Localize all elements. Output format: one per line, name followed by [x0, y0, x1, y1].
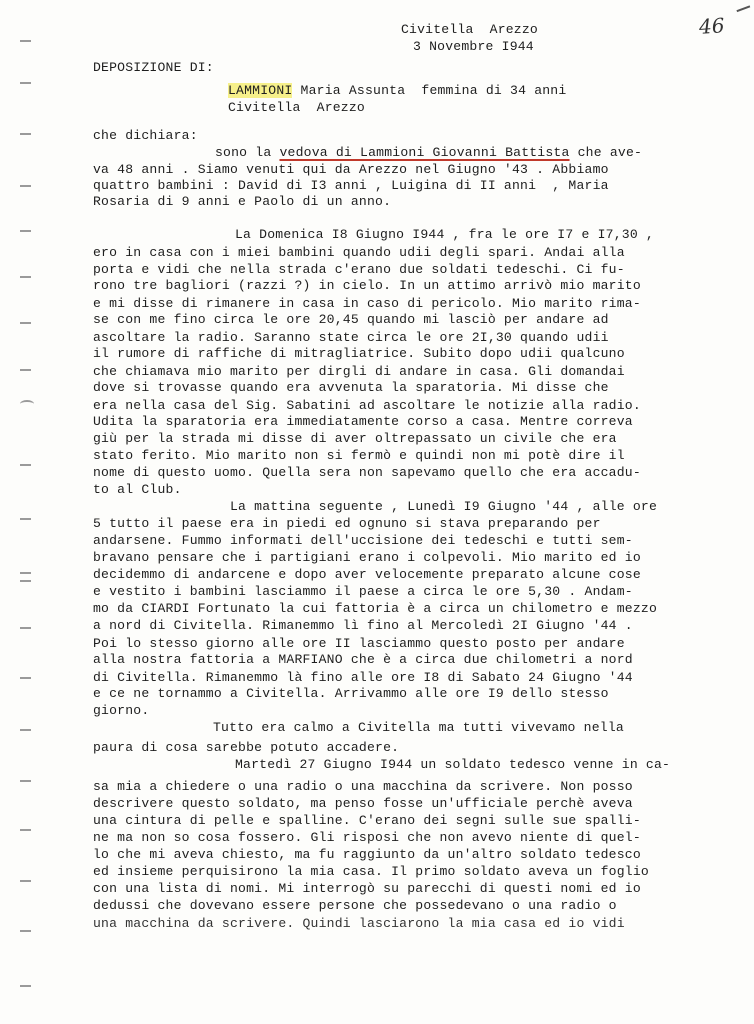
- margin-mark: [20, 880, 31, 882]
- body-line: di Civitella. Rimanemmo là fino alle ore I8 di Sabato 24 Giugno '44: [93, 670, 633, 685]
- margin-mark: [20, 464, 31, 466]
- body-line: porta e vidi che nella strada c'erano due soldati tedeschi. Ci fu-: [93, 262, 625, 277]
- margin-mark: [20, 829, 31, 831]
- body-line: e ce ne tornammo a Civitella. Arrivammo alle ore I9 dello stesso: [93, 686, 609, 701]
- body-line-first: [215, 145, 642, 161]
- margin-mark: [20, 82, 31, 84]
- body-line: quattro bambini : David di I3 anni , Luigina di II anni , Maria: [93, 178, 609, 193]
- body-line: nome di questo uomo. Quella sera non sapevamo quello che era accadu-: [93, 465, 641, 480]
- witness-details: Maria Assunta femmina di 34 anni: [292, 83, 567, 98]
- body-line: descrivere questo soldato, ma penso fosse un'ufficiale perchè aveva: [93, 796, 633, 811]
- body-line: decidemmo di andarcene e dopo aver velocemente preparato alcune cose: [93, 567, 641, 582]
- margin-mark: [20, 677, 31, 679]
- body-line: ne ma non so cosa fossero. Gli risposi che non avevo niente di quel-: [93, 830, 641, 845]
- body-line: stato ferito. Mio marito non si fermò e quindi non mi potè dire il: [93, 448, 625, 463]
- body-line: rono tre bagliori (razzi ?) in cielo. In un attimo arrivò mio marito: [93, 278, 641, 293]
- body-line: che chiamava mio marito per dirgli di andare in casa. Gli domandai: [93, 364, 625, 379]
- margin-mark: [20, 518, 31, 520]
- body-line: il rumore di raffiche di mitragliatrice. Subito dopo udii qualcuno: [93, 346, 625, 361]
- margin-mark: [20, 185, 31, 187]
- body-line: La Domenica I8 Giugno I944 , fra le ore I7 e I7,30 ,: [235, 227, 654, 242]
- body-line: andarsene. Fummo informati dell'uccisione dei tedeschi e tutti sem-: [93, 533, 633, 548]
- margin-mark: [20, 780, 31, 782]
- margin-mark: [20, 627, 31, 629]
- document-title: DEPOSIZIONE DI:: [93, 60, 214, 75]
- margin-mark: [20, 400, 34, 408]
- body-text: sono la: [215, 145, 280, 160]
- margin-mark: [20, 40, 31, 42]
- margin-mark: [20, 580, 31, 582]
- body-line: La mattina seguente , Lunedì I9 Giugno '44 , alle ore: [230, 499, 658, 514]
- header-place: Civitella Arezzo: [401, 22, 538, 37]
- body-line: dedussi che dovevano essere persone che possedevano o una radio o: [93, 898, 617, 913]
- margin-mark: [20, 230, 31, 232]
- body-line: bravano pensare che i partigiani erano i colpevoli. Mio marito ed io: [93, 550, 641, 565]
- body-line: una macchina da scrivere. Quindi lasciarono la mia casa ed io vidi: [93, 916, 625, 931]
- page-number: 46: [698, 13, 726, 39]
- body-text: che ave-: [569, 145, 643, 160]
- margin-mark: [20, 729, 31, 731]
- body-line: e mi disse di rimanere in casa in caso di pericolo. Mio marito rima-: [93, 296, 641, 311]
- body-line: e vestito i bambini lasciammo il paese a circa le ore 5,30 . Andam-: [93, 584, 633, 599]
- body-line: era nella casa del Sig. Sabatini ad ascoltare le notizie alla radio.: [93, 398, 641, 413]
- body-line: una cintura di pelle e spalline. C'erano dei segni sulle sue spalli-: [93, 813, 641, 828]
- margin-mark: [20, 322, 31, 324]
- body-line: a nord di Civitella. Rimanemmo lì fino al Mercoledì 2I Giugno '44 .: [93, 618, 633, 633]
- body-line: ascoltare la radio. Saranno state circa le ore 2I,30 quando udii: [93, 330, 609, 345]
- body-line: to al Club.: [93, 482, 182, 497]
- body-line: se con me fino circa le ore 20,45 quando mi lasciò per andare ad: [93, 312, 609, 327]
- corner-mark: [734, 0, 751, 12]
- body-line: ed insieme perquisirono la mia casa. Il primo soldato aveva un foglio: [93, 864, 649, 879]
- intro-text: che dichiara:: [93, 128, 198, 143]
- body-line: sa mia a chiedere o una radio o una macchina da scrivere. Non posso: [93, 779, 633, 794]
- margin-mark: [20, 133, 31, 135]
- margin-mark: [20, 930, 31, 932]
- body-line: 5 tutto il paese era in piedi ed ognuno si stava preparando per: [93, 516, 601, 531]
- body-line: mo da CIARDI Fortunato la cui fattoria è a circa un chilometro e mezzo: [93, 601, 658, 616]
- body-line: Poi lo stesso giorno alle ore II lasciammo questo posto per andare: [93, 636, 625, 651]
- body-line: dove si trovasse quando era avvenuta la sparatoria. Mi disse che: [93, 380, 609, 395]
- body-line: paura di cosa sarebbe potuto accadere.: [93, 740, 400, 755]
- witness-surname: LAMMIONI: [228, 83, 293, 98]
- body-line: va 48 anni . Siamo venuti qui da Arezzo nel Giugno '43 . Abbiamo: [93, 162, 609, 177]
- body-line: con una lista di nomi. Mi interrogò su parecchi di questi nomi ed io: [93, 881, 641, 896]
- body-line: giorno.: [93, 703, 150, 718]
- body-line: giù per la strada mi disse di aver oltrepassato un civile che era: [93, 431, 617, 446]
- body-line: Rosaria di 9 anni e Paolo di un anno.: [93, 194, 392, 209]
- margin-mark: [20, 572, 31, 574]
- body-line: Martedì 27 Giugno I944 un soldato tedesco venne in ca-: [235, 757, 671, 772]
- margin-mark: [20, 369, 31, 371]
- witness-line-1: [228, 83, 566, 99]
- witness-line-2: Civitella Arezzo: [228, 100, 365, 115]
- body-line: Tutto era calmo a Civitella ma tutti vivevamo nella: [213, 720, 624, 735]
- body-line: ero in casa con i miei bambini quando udii degli spari. Andai alla: [93, 245, 625, 260]
- underlined-phrase: vedova di Lammioni Giovanni Battista: [279, 145, 570, 160]
- header-date: 3 Novembre I944: [413, 39, 534, 54]
- body-line: lo che mi aveva chiesto, ma fu raggiunto da un'altro soldato tedesco: [93, 847, 641, 862]
- body-line: alla nostra fattoria a MARFIANO che è a circa due chilometri a nord: [93, 652, 633, 667]
- margin-mark: [20, 276, 31, 278]
- margin-mark: [20, 985, 31, 987]
- body-line: Udita la sparatoria era immediatamente corso a casa. Mentre correva: [93, 414, 633, 429]
